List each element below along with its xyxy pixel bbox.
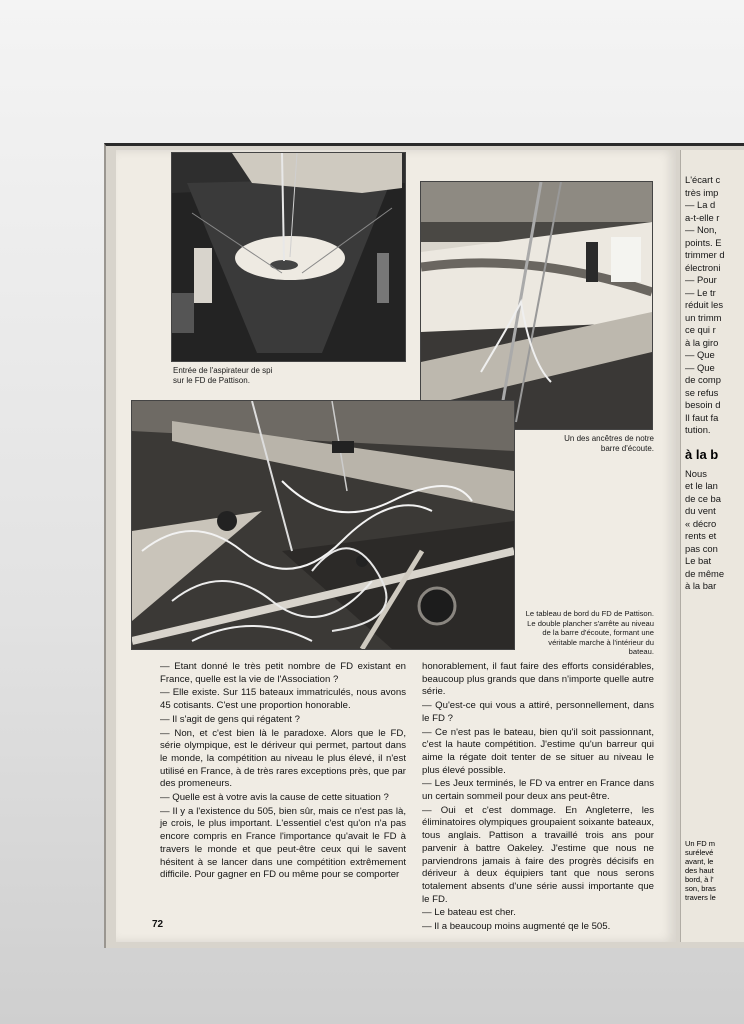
paragraph: — Non, et c'est bien là le paradoxe. Alors que le FD, série olympique, est le dériveur qui permet, partout dans le monde, la compétition au niveau le plus élevé, il n'est utilisé en France, à de très rares exceptions près, que par des promeneurs. [160, 727, 406, 790]
text-line: électroni [685, 261, 721, 273]
next-page-text-top [681, 150, 744, 437]
text-line: se refus [685, 386, 719, 398]
caption-line: Un FD m [685, 838, 715, 848]
photo-dashboard [131, 400, 515, 650]
paragraph: — Oui et c'est dommage. En Angleterre, les éliminatoires olympiques groupaient soixante bateaux, tous anglais. Pattison a travaillé trois ans pour parvenir à battre Oakeley. J'estime que nous ne parviendrons jamais à faire des progrès décisifs en dériveur à deux équipiers tant que nous serons totalement absents d'une série aussi importante que le FD. [422, 804, 654, 905]
text-line: un trimm [685, 311, 722, 323]
article-column-right [422, 661, 654, 935]
text-line: rents et [685, 530, 717, 541]
caption-photo1: Entrée de l'aspirateur de spi sur le FD de Pattison. [173, 366, 273, 385]
text-line: Il faut fa [685, 411, 719, 423]
text-line: — Le tr [685, 286, 716, 298]
caption-line: bord, à l' [685, 874, 714, 884]
text-line: pas con [685, 542, 718, 554]
next-page-fragment [680, 150, 744, 942]
caption-line: son, bras [685, 883, 716, 893]
photo-sheet-traveller [420, 181, 653, 430]
paragraph: — Ce n'est pas le bateau, bien qu'il soit passionnant, c'est la haute compétition. J'estime qu'un barreur qui aime la régate doit tenter de se situer au niveau le plus élevé possible. [422, 726, 654, 776]
text-line: ce qui r [685, 324, 716, 335]
text-line: — Non, [685, 224, 717, 235]
text-line: tution. [685, 424, 711, 435]
text-line: du vent [685, 505, 716, 516]
caption-line: avant, le [685, 856, 714, 866]
text-line: besoin d [685, 399, 721, 410]
caption-photo3: Le tableau de bord du FD de Pattison. Le double plancher s'arrête au niveau de la barre d'écoute, formant une véritable marche à l'intérieur du bateau. [525, 609, 654, 657]
article-column-left [160, 661, 406, 883]
next-page-text-bottom [681, 468, 744, 593]
text-line: Le bat [685, 555, 712, 566]
photo-spinnaker-chute [171, 152, 406, 362]
text-line: — Que [685, 349, 715, 360]
section-heading: à la b [685, 446, 719, 462]
paragraph: — Etant donné le très petit nombre de FD existant en France, quelle est la vie de l'Association ? [160, 661, 406, 685]
next-page-caption [681, 839, 744, 902]
paragraph: — Les Jeux terminés, le FD va entrer en France dans un certain sommeil pour deux ans peut-être. [422, 778, 654, 803]
text-line: Nous [685, 467, 707, 479]
paragraph: — Elle existe. Sur 115 bateaux immatriculés, nous avons 45 cotisants. C'est une proportion honorable. [160, 687, 406, 712]
caption-photo2: Un des ancêtres de notre barre d'écoute. [564, 434, 654, 453]
caption-line: surélevé [685, 847, 714, 857]
text-line: de même [685, 567, 725, 579]
text-line: de comp [685, 374, 721, 385]
paragraph: — Quelle est à votre avis la cause de cette situation ? [160, 792, 389, 804]
text-line: a-t-elle r [685, 211, 720, 223]
text-line: à la giro [685, 336, 719, 348]
text-line: trimmer d [685, 249, 725, 260]
paragraph: — Il a beaucoup moins augmenté qe le 505. [422, 921, 611, 933]
text-line: — La d [685, 199, 716, 210]
text-line: et le lan [685, 480, 718, 491]
text-line: très imp [685, 186, 719, 198]
text-line: à la bar [685, 580, 717, 591]
caption-line: des haut [685, 865, 714, 875]
text-line: réduit les [685, 299, 724, 310]
paragraph: — Il s'agit de gens qui régatent ? [160, 713, 300, 725]
paragraph: — Le bateau est cher. [422, 907, 516, 919]
text-line: — Que [685, 361, 715, 373]
paragraph: — Il y a l'existence du 505, bien sûr, mais ce n'est pas là, je crois, le plus important. L'essentiel c'est qu'on n'a pas encore compris en France l'importance qu'avait le FD à travers le monde et que peut-être ceux qui le savent hésitent à se lancer dans une compétition extrêmement difficile. Pour gagner en FD ou même pour se comporter [160, 805, 406, 881]
text-line: — Pour [685, 274, 717, 285]
text-line: « décro [685, 517, 717, 529]
paragraph: — Qu'est-ce qui vous a attiré, personnellement, dans le FD ? [422, 700, 654, 724]
text-line: de ce ba [685, 492, 721, 504]
text-line: L'écart c [685, 174, 721, 185]
page-number: 72 [152, 919, 164, 930]
text-line: points. E [685, 236, 722, 248]
caption-line: travers le [685, 892, 716, 902]
paragraph: honorablement, il faut faire des efforts considérables, beaucoup plus grands que dans n'importe quelle autre série. [422, 661, 654, 698]
